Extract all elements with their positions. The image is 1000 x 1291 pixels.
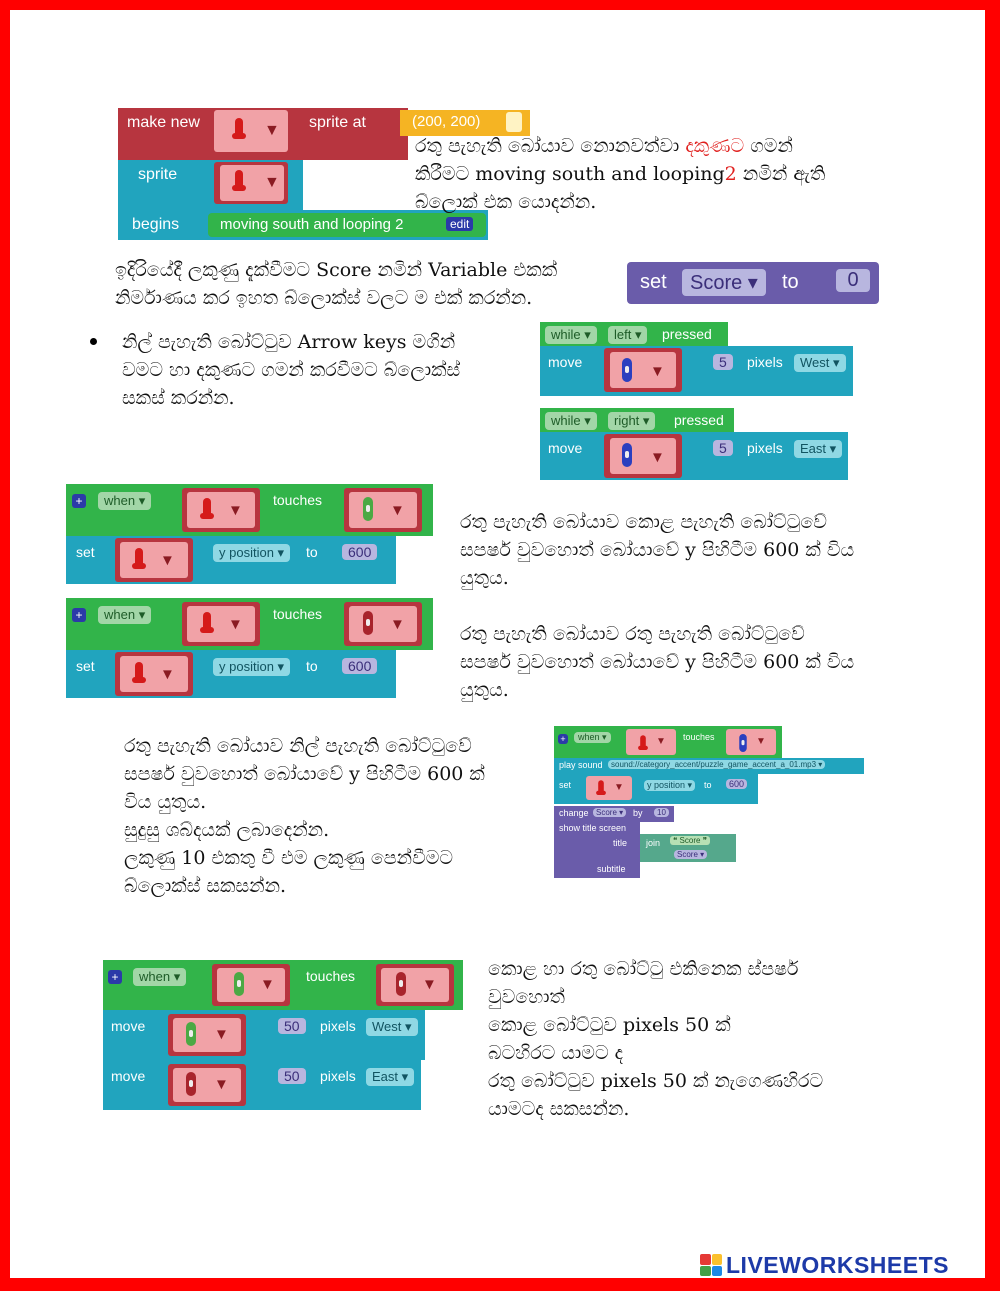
chevron-down-icon[interactable]: ▼ (214, 1077, 229, 1093)
play-sound-label: play sound (559, 760, 603, 770)
chevron-down-icon[interactable]: ▼ (614, 782, 624, 793)
buoy-icon (132, 548, 146, 570)
y-value[interactable]: 600 (726, 779, 747, 789)
liveworksheets-logo (700, 1252, 949, 1278)
logo-mark-icon (700, 1254, 722, 1276)
while-dropdown[interactable]: while ▾ (545, 326, 597, 344)
direction-dropdown[interactable]: West ▾ (366, 1018, 418, 1036)
title-label: title (613, 838, 628, 848)
para-6-line-4: සුදුසු ශබ්දයක් ලබාදෙන්න. (124, 819, 330, 841)
bullet (90, 338, 97, 345)
red-boat-icon (396, 972, 406, 996)
pressed-label: pressed (674, 412, 724, 428)
para-1-line-2: කිරීමට moving south and looping2 නමින් ඇති (415, 163, 826, 185)
plus-icon[interactable]: + (108, 970, 122, 984)
para-3-line-3: සකස් කරන්න. (122, 387, 235, 409)
key-dropdown[interactable]: right ▾ (608, 412, 655, 430)
para-7-line-4: බටහිරට යාමට ද (488, 1042, 624, 1064)
para-4-line-2: සපර්ෂ වුවහොත් බෝයාවේ y පිහිටීම 600 ක් විය (460, 539, 855, 561)
direction-dropdown[interactable]: East ▾ (366, 1068, 414, 1086)
when-dropdown[interactable]: when ▾ (133, 968, 186, 986)
change-label: change (559, 808, 589, 818)
y-value[interactable]: 600 (342, 544, 377, 560)
string-literal[interactable]: ❝ Score ❞ (670, 836, 710, 845)
pixels-label: pixels (320, 1018, 356, 1034)
buoy-icon (232, 170, 246, 192)
para-5-line-3: යුතුය. (460, 679, 509, 701)
move-label: move (548, 354, 583, 370)
para-1-line-1: රතු පැහැති බෝයාව නොනවත්වා දකුණට ගමන් (415, 135, 793, 157)
bulb-icon[interactable] (506, 112, 522, 132)
plus-icon[interactable]: + (72, 608, 86, 622)
score-variable-dropdown[interactable]: Score ▾ (593, 808, 626, 817)
buoy-icon (200, 498, 214, 520)
chevron-down-icon[interactable]: ▼ (390, 617, 405, 633)
when-dropdown[interactable]: when ▾ (98, 492, 151, 510)
set-label: set (640, 271, 667, 293)
when-dropdown[interactable]: when ▾ (98, 606, 151, 624)
subtitle-label: subtitle (597, 864, 626, 874)
touches-label: touches (683, 732, 715, 742)
when-dropdown[interactable]: when ▾ (574, 732, 611, 743)
worksheet-page (10, 10, 985, 1278)
red-boat-icon (186, 1072, 196, 1096)
para-2-line-2: නිර්මාණය කර ඉහත බ්ලොක්ස් වලට ම එක් කරන්න. (115, 287, 533, 309)
direction-dropdown[interactable]: West ▾ (794, 354, 846, 372)
red-boat-icon (363, 611, 373, 635)
score-variable-dropdown[interactable]: Score ▾ (682, 269, 766, 296)
chevron-down-icon[interactable]: ▼ (756, 736, 766, 747)
blue-boat-icon (622, 443, 632, 467)
chevron-down-icon[interactable]: ▼ (214, 1027, 229, 1043)
buoy-icon (132, 662, 146, 684)
behavior-name: moving south and looping 2 (220, 216, 404, 233)
para-1-line-3: බ්ලොක් එක යොදන්න. (415, 191, 597, 213)
touches-label: touches (273, 606, 323, 622)
para-3-line-2: වමට හා දකුණට ගමන් කරවීමට බ්ලොක්ස් (122, 359, 461, 381)
direction-dropdown[interactable]: East ▾ (794, 440, 842, 458)
show-title-screen-label: show title screen (559, 823, 627, 833)
move-label: move (111, 1068, 146, 1084)
to-label: to (306, 658, 318, 674)
to-label: to (782, 271, 799, 293)
chevron-down-icon[interactable]: ▼ (160, 667, 175, 683)
sound-dropdown[interactable]: sound://category_accent/puzzle_game_accent_a_01.mp3 ▾ (608, 760, 825, 769)
plus-icon[interactable]: + (72, 494, 86, 508)
pixels-amount[interactable]: 50 (278, 1068, 306, 1084)
property-dropdown[interactable]: y position ▾ (644, 780, 695, 791)
para-7-line-5: රතු බෝට්ටුව pixels 50 ක් නැගෙණහිරට (488, 1070, 824, 1092)
green-boat-icon (186, 1022, 196, 1046)
edit-button[interactable]: edit (446, 217, 473, 231)
para-4-line-1: රතු පැහැති බෝයාව කොළ පැහැති බෝට්ටුවේ (460, 511, 827, 533)
set-label: set (76, 658, 95, 674)
chevron-down-icon[interactable]: ▼ (260, 977, 275, 993)
begins-label: begins (132, 216, 180, 233)
para-7-line-1: කොළ හා රතු බෝට්ටු එකිනෙක ස්පර්ෂ (488, 958, 799, 980)
para-6-line-2: සපර්ෂ වුවහොත් බෝයාවේ y පිහිටීම 600 ක් (124, 763, 485, 785)
y-value[interactable]: 600 (342, 658, 377, 674)
property-dropdown[interactable]: y position ▾ (213, 544, 290, 562)
sprite-label: sprite (138, 166, 178, 183)
chevron-down-icon[interactable]: ▼ (160, 553, 175, 569)
touches-label: touches (273, 492, 323, 508)
chevron-down-icon[interactable]: ▼ (228, 503, 243, 519)
para-4-line-3: යුතුය. (460, 567, 509, 589)
buoy-icon (638, 735, 648, 750)
pressed-label: pressed (662, 326, 712, 342)
key-dropdown[interactable]: left ▾ (608, 326, 647, 344)
buoy-icon (232, 118, 246, 140)
para-7-line-2: වුවහොත් (488, 986, 565, 1008)
move-label: move (548, 440, 583, 456)
chevron-down-icon[interactable]: ▼ (422, 977, 437, 993)
chevron-down-icon[interactable]: ▼ (650, 364, 665, 380)
green-boat-icon (234, 972, 244, 996)
chevron-down-icon[interactable]: ▼ (264, 174, 280, 191)
make-new-label: make new (127, 114, 200, 131)
sprite-at-label: sprite at (309, 114, 366, 131)
para-6-line-6: බ්ලොක්ස් සකසන්න. (124, 875, 287, 897)
para-6-line-3: විය යුතුය. (124, 791, 207, 813)
para-5-line-1: රතු පැහැති බෝයාව රතු පැහැති බෝට්ටුවේ (460, 623, 805, 645)
chevron-down-icon[interactable]: ▼ (264, 122, 280, 139)
coords-value[interactable]: (200, 200) (412, 113, 481, 130)
para-3-line-1: නිල් පැහැති බෝට්ටුව Arrow keys මගින් (122, 331, 456, 353)
plus-icon[interactable]: + (558, 734, 568, 744)
blue-boat-icon (622, 358, 632, 382)
score-variable-dropdown[interactable]: Score ▾ (674, 850, 707, 859)
para-5-line-2: සපර්ෂ වුවහොත් බෝයාවේ y පිහිටීම 600 ක් විය (460, 651, 855, 673)
buoy-icon (200, 612, 214, 634)
para-6-line-5: ලකුණු 10 එකතු වී එම ලකුණු පෙන්වීමට (124, 847, 454, 869)
while-dropdown[interactable]: while ▾ (545, 412, 597, 430)
chevron-down-icon[interactable]: ▼ (656, 736, 666, 747)
para-7-line-3: කොළ බෝට්ටුව pixels 50 ක් (488, 1014, 731, 1036)
logo-wordmark: LIVEWORKSHEETS (726, 1251, 949, 1278)
para-6-line-1: රතු පැහැති බෝයාව නිල් පැහැති බෝට්ටුවේ (124, 735, 472, 757)
score-init-value[interactable]: 0 (836, 269, 870, 292)
to-label: to (704, 780, 712, 790)
move-label: move (111, 1018, 146, 1034)
pixels-label: pixels (747, 440, 783, 456)
join-label: join (646, 838, 661, 848)
change-amount[interactable]: 10 (654, 808, 669, 817)
chevron-down-icon[interactable]: ▼ (650, 450, 665, 466)
para-7-line-6: යාමටද සකසන්න. (488, 1098, 630, 1120)
touches-label: touches (306, 968, 356, 984)
green-boat-icon (363, 497, 373, 521)
blue-boat-icon (739, 734, 747, 752)
by-label: by (633, 808, 643, 818)
chevron-down-icon[interactable]: ▼ (390, 503, 405, 519)
to-label: to (306, 544, 318, 560)
pixels-label: pixels (747, 354, 783, 370)
set-label: set (76, 544, 95, 560)
para-2-line-1: ඉදිරියේදී ලකුණු දැක්වීමට Score නමින් Variable එකක් (115, 259, 558, 281)
pixels-amount[interactable]: 5 (713, 440, 733, 456)
pixels-amount[interactable]: 50 (278, 1018, 306, 1034)
pixels-amount[interactable]: 5 (713, 354, 733, 370)
pixels-label: pixels (320, 1068, 356, 1084)
buoy-icon (596, 780, 606, 795)
chevron-down-icon[interactable]: ▼ (228, 617, 243, 633)
property-dropdown[interactable]: y position ▾ (213, 658, 290, 676)
set-label: set (559, 780, 572, 790)
